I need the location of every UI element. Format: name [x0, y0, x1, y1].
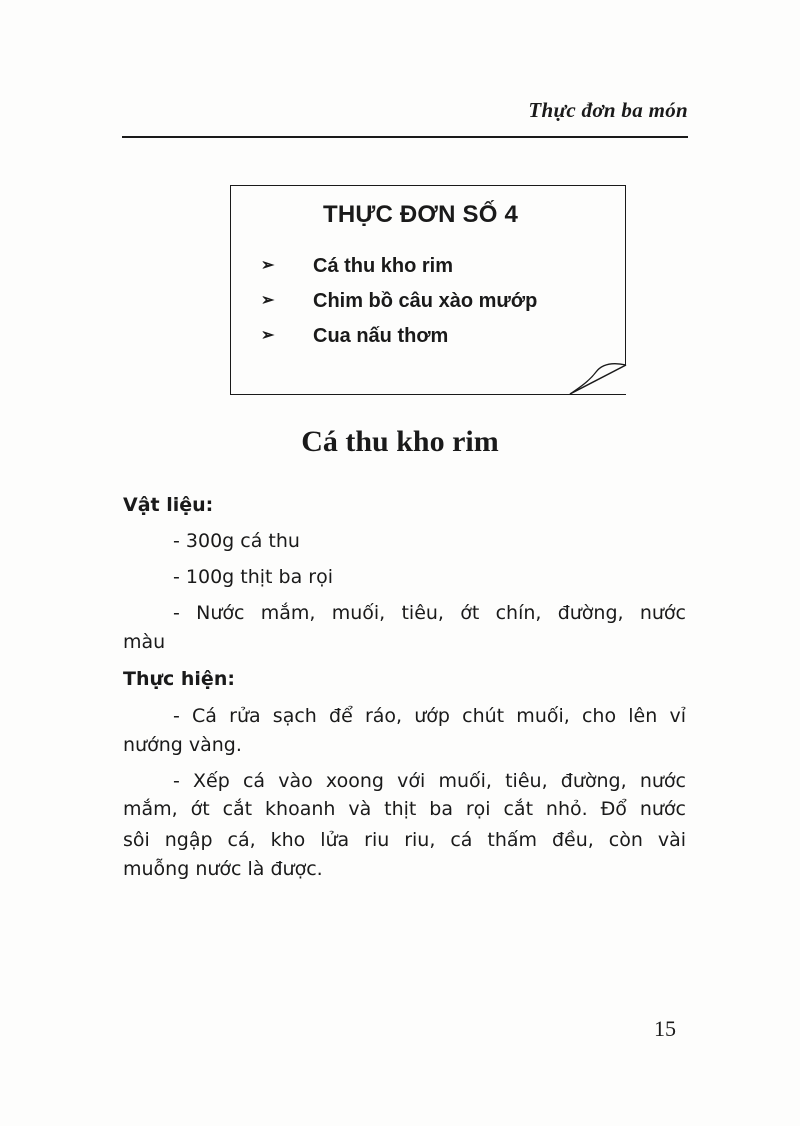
arrow-bullet-icon: ➢ [261, 292, 275, 309]
steps-label: Thực hiện: [123, 668, 235, 690]
menu-title: THỰC ĐƠN SỐ 4 [323, 201, 518, 228]
header-rule [122, 136, 688, 138]
menu-item-label: Cua nấu thơm [313, 325, 449, 347]
arrow-bullet-icon: ➢ [261, 327, 275, 344]
menu-item-3 [261, 325, 448, 348]
menu-box [230, 185, 626, 395]
materials-label: Vật liệu: [123, 494, 214, 516]
menu-item-1 [261, 255, 453, 278]
page-number: 15 [654, 1016, 676, 1041]
running-header-title: Thực đơn ba món [528, 98, 688, 122]
menu-item-2 [261, 290, 537, 313]
step-line: sôi ngập cá, kho lửa riu riu, cá thấm đều, còn vài [123, 829, 686, 851]
step-line: muỗng nước là được. [123, 858, 323, 880]
step-line: - Xếp cá vào xoong với muối, tiêu, đường, nước [173, 770, 686, 792]
material-line: - Nước mắm, muối, tiêu, ớt chín, đường, nước [173, 602, 686, 624]
material-line: - 300g cá thu [173, 530, 300, 552]
material-line: - 100g thịt ba rọi [173, 566, 333, 588]
material-line: màu [123, 631, 166, 653]
menu-item-label: Cá thu kho rim [313, 255, 454, 277]
recipe-title: Cá thu kho rim [301, 425, 499, 458]
step-line: mắm, ớt cắt khoanh và thịt ba rọi cắt nhỏ. Đổ nước [123, 798, 686, 820]
arrow-bullet-icon: ➢ [261, 257, 275, 274]
step-line: - Cá rửa sạch để ráo, ướp chút muối, cho lên vỉ [173, 705, 686, 727]
step-line: nướng vàng. [123, 734, 242, 756]
menu-item-label: Chim bồ câu xào mướp [313, 290, 538, 312]
